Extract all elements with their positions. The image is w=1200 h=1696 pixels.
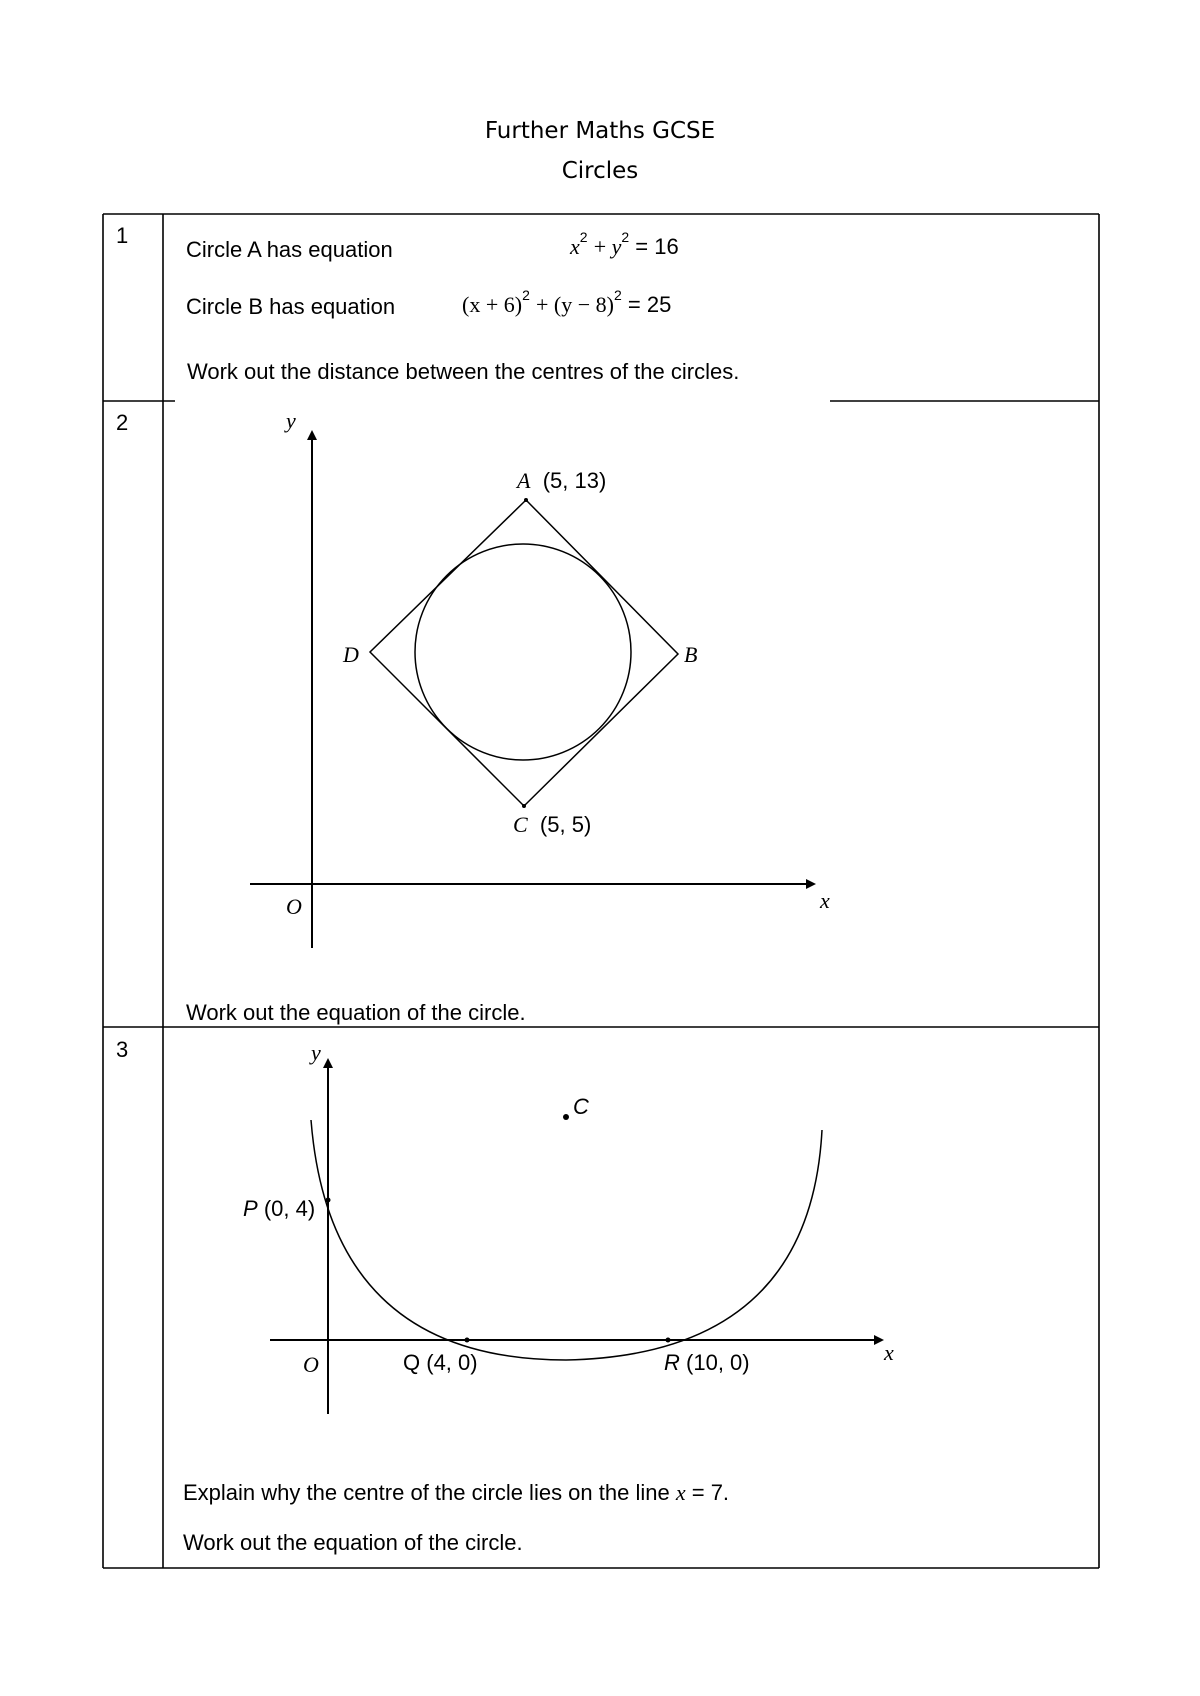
page-subtitle: Circles <box>561 158 639 184</box>
point-p-dot <box>326 1198 331 1203</box>
circle-b-equation: $(x + 6)^2 + (y - 8)^2 = 25$ <box>462 287 672 317</box>
question-2-prompt: Work out the equation of the circle. <box>186 1000 526 1025</box>
circle-a-label: Circle A has equation <box>186 237 393 262</box>
point-r-dot <box>666 1338 671 1343</box>
point-p-label: P (0, 4) <box>243 1196 316 1221</box>
centre-c-dot <box>563 1114 569 1120</box>
q2-y-axis-label: y <box>286 408 296 433</box>
point-c-label: C (5, 5) <box>513 812 592 837</box>
question-number-3: 3 <box>116 1037 129 1062</box>
question-3-prompt-1: Explain why the centre of the circle lies on the line x = 7. <box>183 1480 730 1505</box>
q2-x-axis-label: x <box>820 888 830 913</box>
page-title: Further Maths GCSE <box>484 118 716 144</box>
q3-y-axis-label: y <box>311 1040 321 1065</box>
circle-b-label: Circle B has equation <box>186 294 396 319</box>
point-q-dot <box>465 1338 470 1343</box>
point-b-label: B <box>684 642 698 667</box>
q3-x-axis-label: x <box>884 1340 894 1365</box>
circle-arc <box>311 1120 822 1360</box>
question-number-2: 2 <box>116 410 129 435</box>
centre-c-label: C <box>573 1094 589 1119</box>
point-a-label: A (5, 13) <box>517 468 607 493</box>
question-number-1: 1 <box>116 223 129 248</box>
point-q-label: Q (4, 0) <box>403 1350 478 1375</box>
q3-origin-label: O <box>303 1352 319 1377</box>
point-d-label: D <box>343 642 359 667</box>
point-r-label: R (10, 0) <box>664 1350 750 1375</box>
circle-a-equation: $x^2 + y^2 = 16$ <box>570 229 679 259</box>
question-1-prompt: Work out the distance between the centres of the circles. <box>187 359 740 384</box>
question-3-prompt-2: Work out the equation of the circle. <box>183 1530 523 1555</box>
q2-origin-label: O <box>286 894 302 919</box>
